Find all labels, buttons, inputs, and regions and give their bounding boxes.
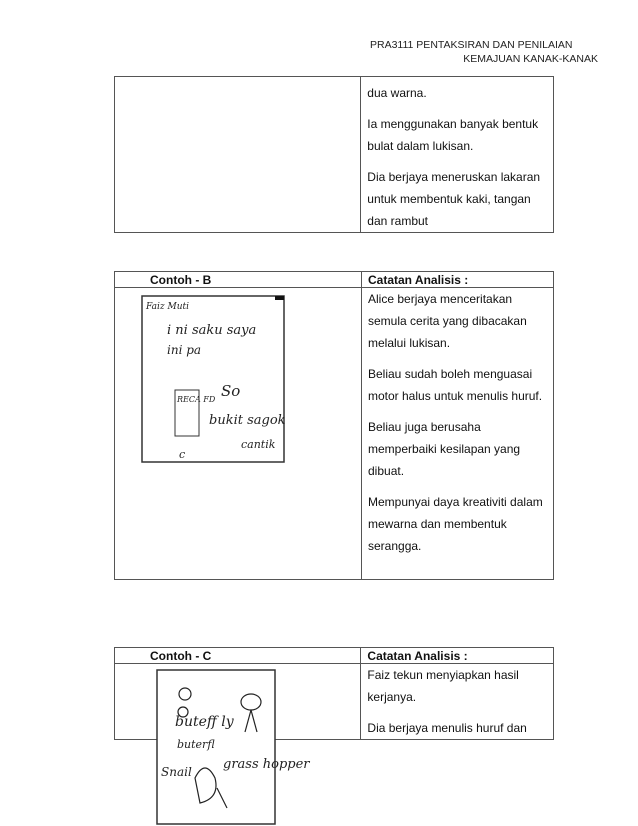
- notes-cell-c: [361, 664, 554, 740]
- sketch-text: Snail: [161, 765, 192, 779]
- note: Dia berjaya menulis huruf dan: [367, 721, 527, 735]
- sketch-text: bukit sagok: [209, 413, 286, 428]
- page-header: [370, 38, 610, 66]
- sketch-text: c: [179, 448, 186, 461]
- sample-label-cell-b: [115, 272, 362, 288]
- note: Alice berjaya menceritakan semula cerita yang dibacakan melalui lukisan.: [368, 292, 527, 350]
- header-line-1: PRA3111 PENTAKSIRAN DAN PENILAIAN: [370, 39, 573, 51]
- sketch-text: i ni saku saya: [167, 323, 257, 338]
- note: Mempunyai daya kreativiti dalam mewarna dan membentuk serangga.: [368, 495, 543, 553]
- sketch-text: So: [221, 382, 241, 400]
- sketch-text: Faiz Muti: [146, 302, 189, 312]
- header-line-2: KEMAJUAN KANAK-KANAK: [463, 53, 598, 65]
- sample-label: Contoh - B: [150, 273, 212, 287]
- sketch-text: buteff ly: [175, 714, 234, 730]
- sketch-text: cantik: [241, 438, 276, 451]
- sketch-text: ini pa: [167, 343, 202, 357]
- notes-cell-b: [362, 288, 554, 580]
- note: Ia menggunakan banyak bentuk bulat dalam lukisan.: [367, 117, 539, 153]
- note: Beliau sudah boleh menguasai motor halus untuk menulis huruf.: [368, 367, 543, 403]
- note: Faiz tekun menyiapkan hasil kerjanya.: [367, 668, 519, 704]
- sample-label-cell-c: [115, 648, 361, 664]
- analysis-table-b: [114, 271, 554, 580]
- sample-label: Contoh - C: [150, 649, 212, 663]
- child-drawing-c: [155, 668, 310, 826]
- notes-label-cell-c: [361, 648, 554, 664]
- notes-label: Catatan Analisis :: [368, 273, 469, 287]
- notes-label: Catatan Analisis :: [367, 649, 468, 663]
- sample-cell-a: [115, 77, 361, 233]
- note: Beliau juga berusaha memperbaiki kesilapan yang dibuat.: [368, 420, 521, 478]
- child-drawing-b: [115, 288, 361, 578]
- analysis-table-a: [114, 76, 554, 233]
- sketch-text: grass hopper: [223, 757, 310, 772]
- notes-label-cell-b: [362, 272, 554, 288]
- note: Dia berjaya meneruskan lakaran untuk membentuk kaki, tangan dan rambut: [367, 170, 541, 228]
- notes-cell-a: [361, 77, 554, 233]
- sketch-text: buterfl: [177, 738, 215, 751]
- sketch-text: RECA FD: [177, 395, 216, 404]
- note: dua warna.: [367, 86, 427, 100]
- sample-image-cell-b: [115, 288, 362, 580]
